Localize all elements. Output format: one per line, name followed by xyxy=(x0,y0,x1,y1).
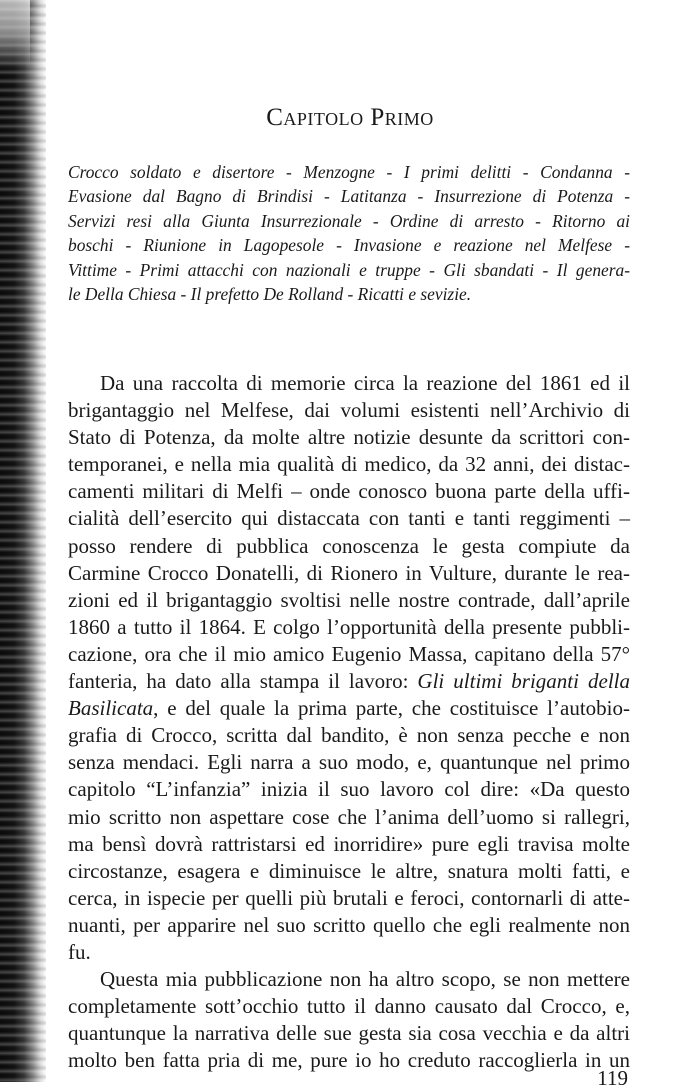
paragraph-line: brigantaggio nel Melfese, dai volumi esistenti nell’Archivio di xyxy=(68,398,630,423)
summary-line: Crocco soldato e disertore - Menzogne - I primi delitti - Condanna - xyxy=(68,162,630,182)
paragraph-line: zioni ed il brigantaggio svoltisi nelle nostre contrade, dall’aprile xyxy=(68,587,630,612)
book-title-italic: Gli ultimi briganti della xyxy=(417,669,630,694)
paragraph-line: mio scritto non aspettare cose che l’anima dell’uomo si rallegri, xyxy=(68,804,630,829)
paragraph-line: cazione, ora che il mio amico Eugenio Massa, capitano della 57° xyxy=(68,641,630,666)
paragraph-line: 1860 a tutto il 1864. E colgo l’opportunità della presente pubbli- xyxy=(68,614,630,639)
chapter-title: Capitolo Primo xyxy=(266,104,434,131)
paragraph-line: molto ben fatta pria di me, pure io ho creduto raccoglierla in un xyxy=(68,1048,630,1073)
paragraph-line: completamente sott’occhio tutto il danno causato dal Crocco, e, xyxy=(68,994,630,1019)
paragraph-line-with-italic-title xyxy=(68,695,630,722)
paragraph-line: Carmine Crocco Donatelli, di Rionero in Vulture, durante le rea- xyxy=(68,560,630,585)
paragraph-line: capitolo “L’infanzia” inizia il suo lavoro col dire: «Da questo xyxy=(68,777,630,802)
body-text xyxy=(68,370,630,1074)
paragraph-line: quantunque la narrativa delle sue gesta sia cosa vecchia e da altri xyxy=(68,1021,630,1046)
paragraph-line: Stato di Potenza, da molte altre notizie desunte da scrittori con- xyxy=(68,425,630,450)
paragraph-line: cialità dell’esercito qui distaccata con tanti e tanti reggimenti – xyxy=(68,506,630,531)
paragraph-line: fu. xyxy=(68,939,91,964)
summary-line: Servizi resi alla Giunta Insurrezionale - Ordine di arresto - Ritorno ai xyxy=(68,210,630,231)
paragraph-line: circostanze, esagera e diminuisce le altre, snatura molti fatti, e xyxy=(68,858,630,883)
paragraph-line: posso rendere di pubblica conoscenza le gesta compiute da xyxy=(68,533,630,558)
paragraph-line: Da una raccolta di memorie circa la reazione del 1861 ed il xyxy=(100,371,630,395)
paragraph-line: cerca, in ispecie per quelli più brutali e feroci, contornarli di atte- xyxy=(68,885,630,910)
chapter-summary xyxy=(68,160,630,306)
paragraph-line: ma bensì dovrà rattristarsi ed inorridire» pure egli travisa molte xyxy=(68,831,630,856)
paragraph-line: grafia di Crocco, scritta dal bandito, è non senza pecche e non xyxy=(68,723,630,748)
summary-line: Vittime - Primi attacchi con nazionali e truppe - Gli sbandati - Il genera- xyxy=(68,259,630,280)
paragraph-line: Questa mia pubblicazione non ha altro scopo, se non mettere xyxy=(100,967,630,992)
scanned-binding-shadow xyxy=(0,0,30,70)
page-number: 119 xyxy=(597,1066,628,1090)
summary-line: Evasione dal Bagno di Brindisi - Latitanza - Insurrezione di Potenza - xyxy=(68,186,630,207)
paragraph-line-with-italic-title xyxy=(68,668,630,695)
paragraph-line: temporanei, e nella mia qualità di medico, da 32 anni, dei distac- xyxy=(68,452,630,477)
scanned-binding-edge xyxy=(0,0,46,1082)
paragraph-text: , e del quale la prima parte, che costituisce l’autobio- xyxy=(153,696,630,721)
paragraph-line: nuanti, per apparire nel suo scritto quello che egli realmente non xyxy=(68,912,630,937)
summary-line: le Della Chiesa - Il prefetto De Rolland - Ricatti e sevizie. xyxy=(68,284,472,305)
paragraph-text: fanteria, ha dato alla stampa il lavoro: xyxy=(68,669,418,694)
book-title-italic: Basilicata xyxy=(68,696,154,721)
paragraph-line: camenti militari di Melfi – onde conosco buona parte della uffi- xyxy=(68,479,630,504)
paragraph-line: senza mendaci. Egli narra a suo modo, e, quantunque nel primo xyxy=(68,750,630,775)
summary-line: boschi - Riunione in Lagopesole - Invasione e reazione nel Melfese - xyxy=(68,235,630,256)
